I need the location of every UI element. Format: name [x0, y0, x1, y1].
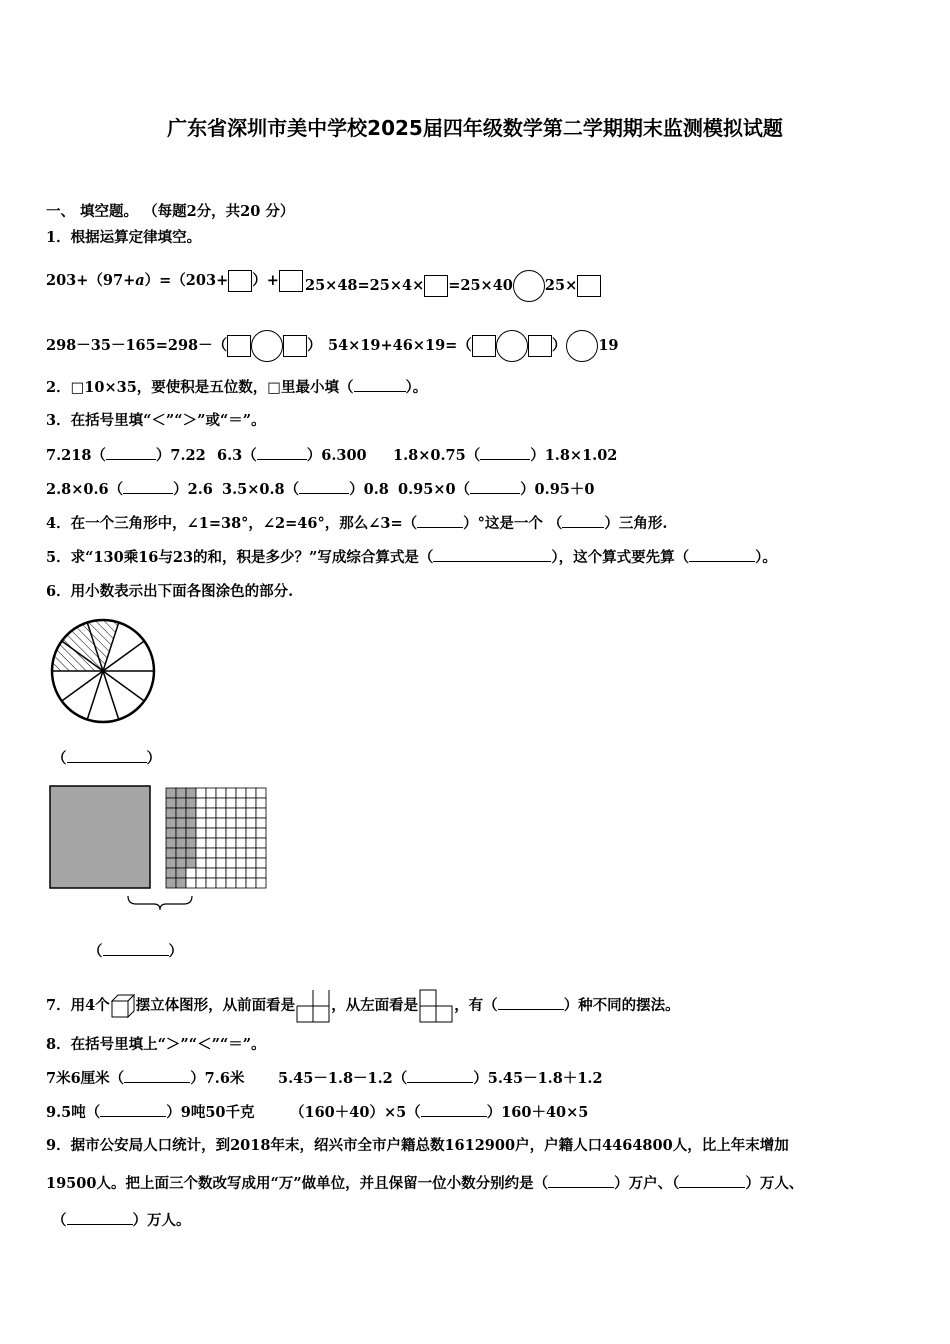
q1-a-var: a — [135, 272, 145, 289]
q7-b: 摆立体图形，从前面看是 — [135, 997, 296, 1014]
q6-answer2 — [88, 941, 183, 962]
q1-c-left: 298－35－165=298－（ — [46, 337, 228, 354]
grid-cell — [206, 868, 216, 878]
q9-line1: 9．据市公安局人口统计，到2018年末，绍兴市全市户籍总数1612900户，户籍人口4464800人，比上年末增加 — [46, 1137, 789, 1154]
grid-cell — [176, 868, 186, 878]
q3-r1-0-l: 7.218（ — [46, 447, 106, 464]
grid-cell — [236, 828, 246, 838]
grid-cell — [256, 868, 266, 878]
q2 — [46, 377, 427, 398]
hundred-grid — [166, 788, 266, 888]
grid-cell — [216, 828, 226, 838]
q4 — [46, 513, 667, 534]
grid-cell — [226, 828, 236, 838]
grid-cell — [236, 878, 246, 888]
grid-cell — [176, 838, 186, 848]
q3-row1-item — [393, 445, 617, 466]
q8-row2-item — [46, 1102, 255, 1123]
answer-blank[interactable] — [257, 445, 307, 460]
answer-blank[interactable] — [417, 513, 463, 528]
grid-cell — [226, 838, 236, 848]
q9-l3a: （ — [52, 1212, 67, 1229]
grid-cell — [176, 828, 186, 838]
q8-stem: 8．在括号里填上“＞”“＜”“＝”。 — [46, 1036, 266, 1053]
grid-cell — [206, 808, 216, 818]
grid-cell — [186, 798, 196, 808]
q3-r2-1-r: ）0.8 — [349, 481, 389, 498]
q1-a-close: ）+ — [252, 272, 279, 289]
grid-cell — [186, 838, 196, 848]
q6-ans1-l: （ — [52, 750, 67, 767]
grid-cell — [176, 848, 186, 858]
grid-cell — [196, 878, 206, 888]
grid-cell — [226, 808, 236, 818]
q8-row2-item — [290, 1102, 588, 1123]
q3-r1-2-l: 1.8×0.75（ — [393, 447, 481, 464]
grid-cell — [236, 838, 246, 848]
q4-b: ）°这是一个 （ — [463, 515, 563, 532]
q3-r1-1-r: ）6.300 — [306, 447, 367, 464]
grid-cell — [236, 798, 246, 808]
grid-cell — [196, 848, 206, 858]
grid-cell — [206, 858, 216, 868]
grid-cell — [196, 868, 206, 878]
grid-cell — [166, 868, 176, 878]
grid-cell — [236, 868, 246, 878]
grid-cell — [186, 878, 196, 888]
answer-box[interactable] — [577, 275, 601, 297]
grid-cell — [236, 788, 246, 798]
grid-cell — [166, 848, 176, 858]
q1-a-mid: ）=（203+ — [144, 272, 229, 289]
grid-cell — [186, 818, 196, 828]
grid-cell — [236, 818, 246, 828]
answer-blank[interactable] — [480, 445, 530, 460]
answer-blank[interactable] — [67, 748, 147, 763]
answer-box[interactable] — [472, 335, 496, 357]
grid-cell — [226, 848, 236, 858]
q6-ans2-l: （ — [88, 943, 103, 960]
grid-cell — [196, 798, 206, 808]
grid-cell — [246, 878, 256, 888]
grid-cell — [216, 808, 226, 818]
answer-blank[interactable] — [124, 1068, 190, 1083]
shaded-circle-figure — [46, 614, 160, 728]
q3-row2-item — [222, 479, 389, 500]
q8-row1-item — [46, 1068, 244, 1089]
q5-b: ），这个算式要先算（ — [551, 549, 690, 566]
q7-a: 7．用4个 — [46, 997, 110, 1014]
grid-cell — [196, 808, 206, 818]
answer-box[interactable] — [283, 335, 307, 357]
grid-cell — [256, 788, 266, 798]
grid-cell — [166, 798, 176, 808]
grid-cell — [176, 858, 186, 868]
answer-blank[interactable] — [100, 1102, 166, 1117]
answer-blank[interactable] — [689, 547, 755, 562]
grid-cell — [206, 848, 216, 858]
q7-d: ，有（ — [454, 997, 498, 1014]
grid-cell — [246, 868, 256, 878]
grid-cell — [256, 848, 266, 858]
grid-cell — [216, 848, 226, 858]
answer-blank[interactable] — [498, 995, 564, 1010]
q3-row2-item — [398, 479, 594, 500]
grid-cell — [206, 788, 216, 798]
grid-cell — [246, 818, 256, 828]
q2-pre: 2．□10×35，要使积是五位数，□里最小填（ — [46, 379, 354, 396]
grid-cell — [256, 798, 266, 808]
front-view-icon — [295, 988, 331, 1024]
grid-cell — [216, 868, 226, 878]
grid-cell — [186, 828, 196, 838]
q7-e: ）种不同的摆法。 — [563, 997, 680, 1014]
q1-b-mid: =25×40 — [448, 277, 513, 294]
q6-ans2-r: ） — [168, 943, 183, 960]
q8-row1-item — [278, 1068, 603, 1089]
grid-cell — [246, 798, 256, 808]
answer-blank[interactable] — [421, 1102, 487, 1117]
grid-cell — [226, 788, 236, 798]
grid-cell — [196, 858, 206, 868]
grid-cell — [256, 828, 266, 838]
q3-stem: 3．在括号里填“＜”“＞”或“＝”。 — [46, 412, 266, 429]
grid-cell — [246, 788, 256, 798]
grid-cell — [206, 828, 216, 838]
q8-r2-1-r: ）160＋40×5 — [486, 1104, 589, 1121]
grid-cell — [246, 828, 256, 838]
grid-cell — [236, 848, 246, 858]
grid-cell — [166, 838, 176, 848]
q9-l2b: ）万户、（ — [614, 1175, 680, 1192]
answer-blank[interactable] — [123, 479, 173, 494]
q5 — [46, 547, 777, 568]
grid-cell — [216, 798, 226, 808]
grid-cell — [166, 808, 176, 818]
grid-cell — [206, 838, 216, 848]
answer-box[interactable] — [227, 335, 251, 357]
answer-circle[interactable] — [251, 330, 283, 362]
q8-r1-0-l: 7米6厘米（ — [46, 1070, 125, 1087]
grid-cell — [196, 828, 206, 838]
q6-answer1 — [52, 748, 161, 769]
cube-icon — [110, 993, 136, 1019]
grid-cell — [186, 858, 196, 868]
q3-r2-0-r: ）2.6 — [173, 481, 213, 498]
grid-cell — [236, 808, 246, 818]
q4-a: 4．在一个三角形中，∠1=38°，∠2=46°，那么∠3=（ — [46, 515, 418, 532]
q6-stem: 6．用小数表示出下面各图涂色的部分. — [46, 583, 294, 600]
q3-row2-item — [46, 479, 213, 500]
q9-l2a: 19500人。把上面三个数改写成用“万”做单位，并且保留一位小数分别约是（ — [46, 1175, 549, 1192]
grid-cell — [196, 838, 206, 848]
q3-r1-1-l: 6.3（ — [217, 447, 257, 464]
q1-line-d — [328, 330, 619, 362]
grid-cell — [236, 858, 246, 868]
q8-r2-1-l: （160＋40）×5（ — [290, 1104, 421, 1121]
answer-blank[interactable] — [354, 377, 406, 392]
grid-cell — [226, 798, 236, 808]
q8-r1-1-r: ）5.45－1.8＋1.2 — [473, 1070, 603, 1087]
q8-r1-1-l: 5.45－1.8－1.2（ — [278, 1070, 408, 1087]
grid-cell — [246, 808, 256, 818]
grid-cell — [176, 808, 186, 818]
grid-cell — [226, 868, 236, 878]
q6-ans1-r: ） — [146, 750, 161, 767]
grid-cell — [206, 878, 216, 888]
grid-cell — [206, 798, 216, 808]
grid-cell — [256, 858, 266, 868]
left-view-icon — [418, 988, 454, 1024]
answer-circle[interactable] — [496, 330, 528, 362]
q1-stem: 1．根据运算定律填空。 — [46, 229, 202, 246]
q4-c: ）三角形. — [604, 515, 668, 532]
q8-r2-0-l: 9.5吨（ — [46, 1104, 101, 1121]
grid-cell — [186, 788, 196, 798]
answer-blank[interactable] — [679, 1173, 745, 1188]
q1-a-left: 203+（97+ — [46, 272, 136, 289]
grid-cell — [186, 808, 196, 818]
q3-r2-0-l: 2.8×0.6（ — [46, 481, 124, 498]
grid-cell — [256, 878, 266, 888]
grid-cell — [166, 828, 176, 838]
answer-blank[interactable] — [548, 1173, 614, 1188]
grid-cell — [166, 818, 176, 828]
answer-box[interactable] — [279, 270, 303, 292]
grid-cell — [206, 818, 216, 828]
q5-c: ）。 — [755, 549, 777, 566]
q9-l2c: ）万人、 — [745, 1175, 804, 1192]
grid-cell — [196, 818, 206, 828]
grid-cell — [216, 818, 226, 828]
answer-blank[interactable] — [103, 941, 169, 956]
grid-cell — [256, 838, 266, 848]
grid-cell — [166, 788, 176, 798]
q1-line-c — [46, 330, 322, 362]
grid-cell — [166, 878, 176, 888]
grid-cell — [216, 878, 226, 888]
q1-line-b — [305, 270, 601, 302]
answer-blank[interactable] — [106, 445, 156, 460]
answer-blank[interactable] — [67, 1210, 133, 1225]
q9-line2 — [46, 1173, 803, 1194]
q3-r1-2-r: ）1.8×1.02 — [530, 447, 618, 464]
grid-cell — [226, 858, 236, 868]
q3-row1-item — [46, 445, 206, 466]
q1-b-left: 25×48=25×4× — [305, 277, 425, 294]
q3-r1-0-r: ）7.22 — [155, 447, 206, 464]
grid-cell — [246, 848, 256, 858]
answer-circle[interactable] — [513, 270, 545, 302]
q1-d-close: ） — [551, 337, 567, 354]
q5-a: 5．求“130乘16与23的和，积是多少？”写成综合算式是（ — [46, 549, 434, 566]
grid-cell — [166, 858, 176, 868]
answer-box[interactable] — [228, 270, 252, 292]
grid-cell — [186, 868, 196, 878]
q1-d-left: 54×19+46×19=（ — [328, 337, 472, 354]
q7 — [46, 988, 680, 1024]
grid-cell — [246, 858, 256, 868]
grid-cell — [256, 808, 266, 818]
q8-r1-0-r: ）7.6米 — [190, 1070, 245, 1087]
q9-line3 — [52, 1210, 191, 1231]
grid-cell — [246, 838, 256, 848]
grid-cell — [256, 818, 266, 828]
grid-cell — [216, 858, 226, 868]
grid-cell — [176, 878, 186, 888]
grid-cell — [226, 818, 236, 828]
q3-r2-2-l: 0.95×0（ — [398, 481, 471, 498]
page-title: 广东省深圳市美中学校2025届四年级数学第二学期期末监测模拟试题 — [167, 116, 783, 140]
grid-cell — [176, 818, 186, 828]
grid-cell — [176, 788, 186, 798]
section-heading: 一、 填空题。 （每题2分，共20 分） — [46, 203, 295, 220]
q1-b-right: 25× — [544, 277, 578, 294]
q1-line-a — [46, 270, 303, 292]
shaded-squares-figure — [46, 782, 276, 912]
q2-post: ）。 — [405, 379, 428, 396]
answer-blank[interactable] — [562, 513, 604, 528]
answer-box[interactable] — [424, 275, 448, 297]
grid-cell — [186, 848, 196, 858]
grid-cell — [196, 788, 206, 798]
answer-blank[interactable] — [470, 479, 520, 494]
q9-l3b: ）万人。 — [132, 1212, 191, 1229]
q3-r2-2-r: ）0.95＋0 — [520, 481, 595, 498]
grid-cell — [216, 788, 226, 798]
answer-box[interactable] — [528, 335, 552, 357]
q7-c: ，从左面看是 — [331, 997, 419, 1014]
answer-blank[interactable] — [433, 547, 551, 562]
answer-circle[interactable] — [566, 330, 598, 362]
grid-cell — [226, 878, 236, 888]
q1-c-close: ） — [307, 337, 322, 354]
q8-r2-0-r: ）9吨50千克 — [166, 1104, 255, 1121]
q1-d-right: 19 — [598, 337, 619, 354]
answer-blank[interactable] — [407, 1068, 473, 1083]
answer-blank[interactable] — [299, 479, 349, 494]
q3-row1-item — [217, 445, 367, 466]
q3-r2-1-l: 3.5×0.8（ — [222, 481, 300, 498]
grid-cell — [176, 798, 186, 808]
grid-cell — [216, 838, 226, 848]
